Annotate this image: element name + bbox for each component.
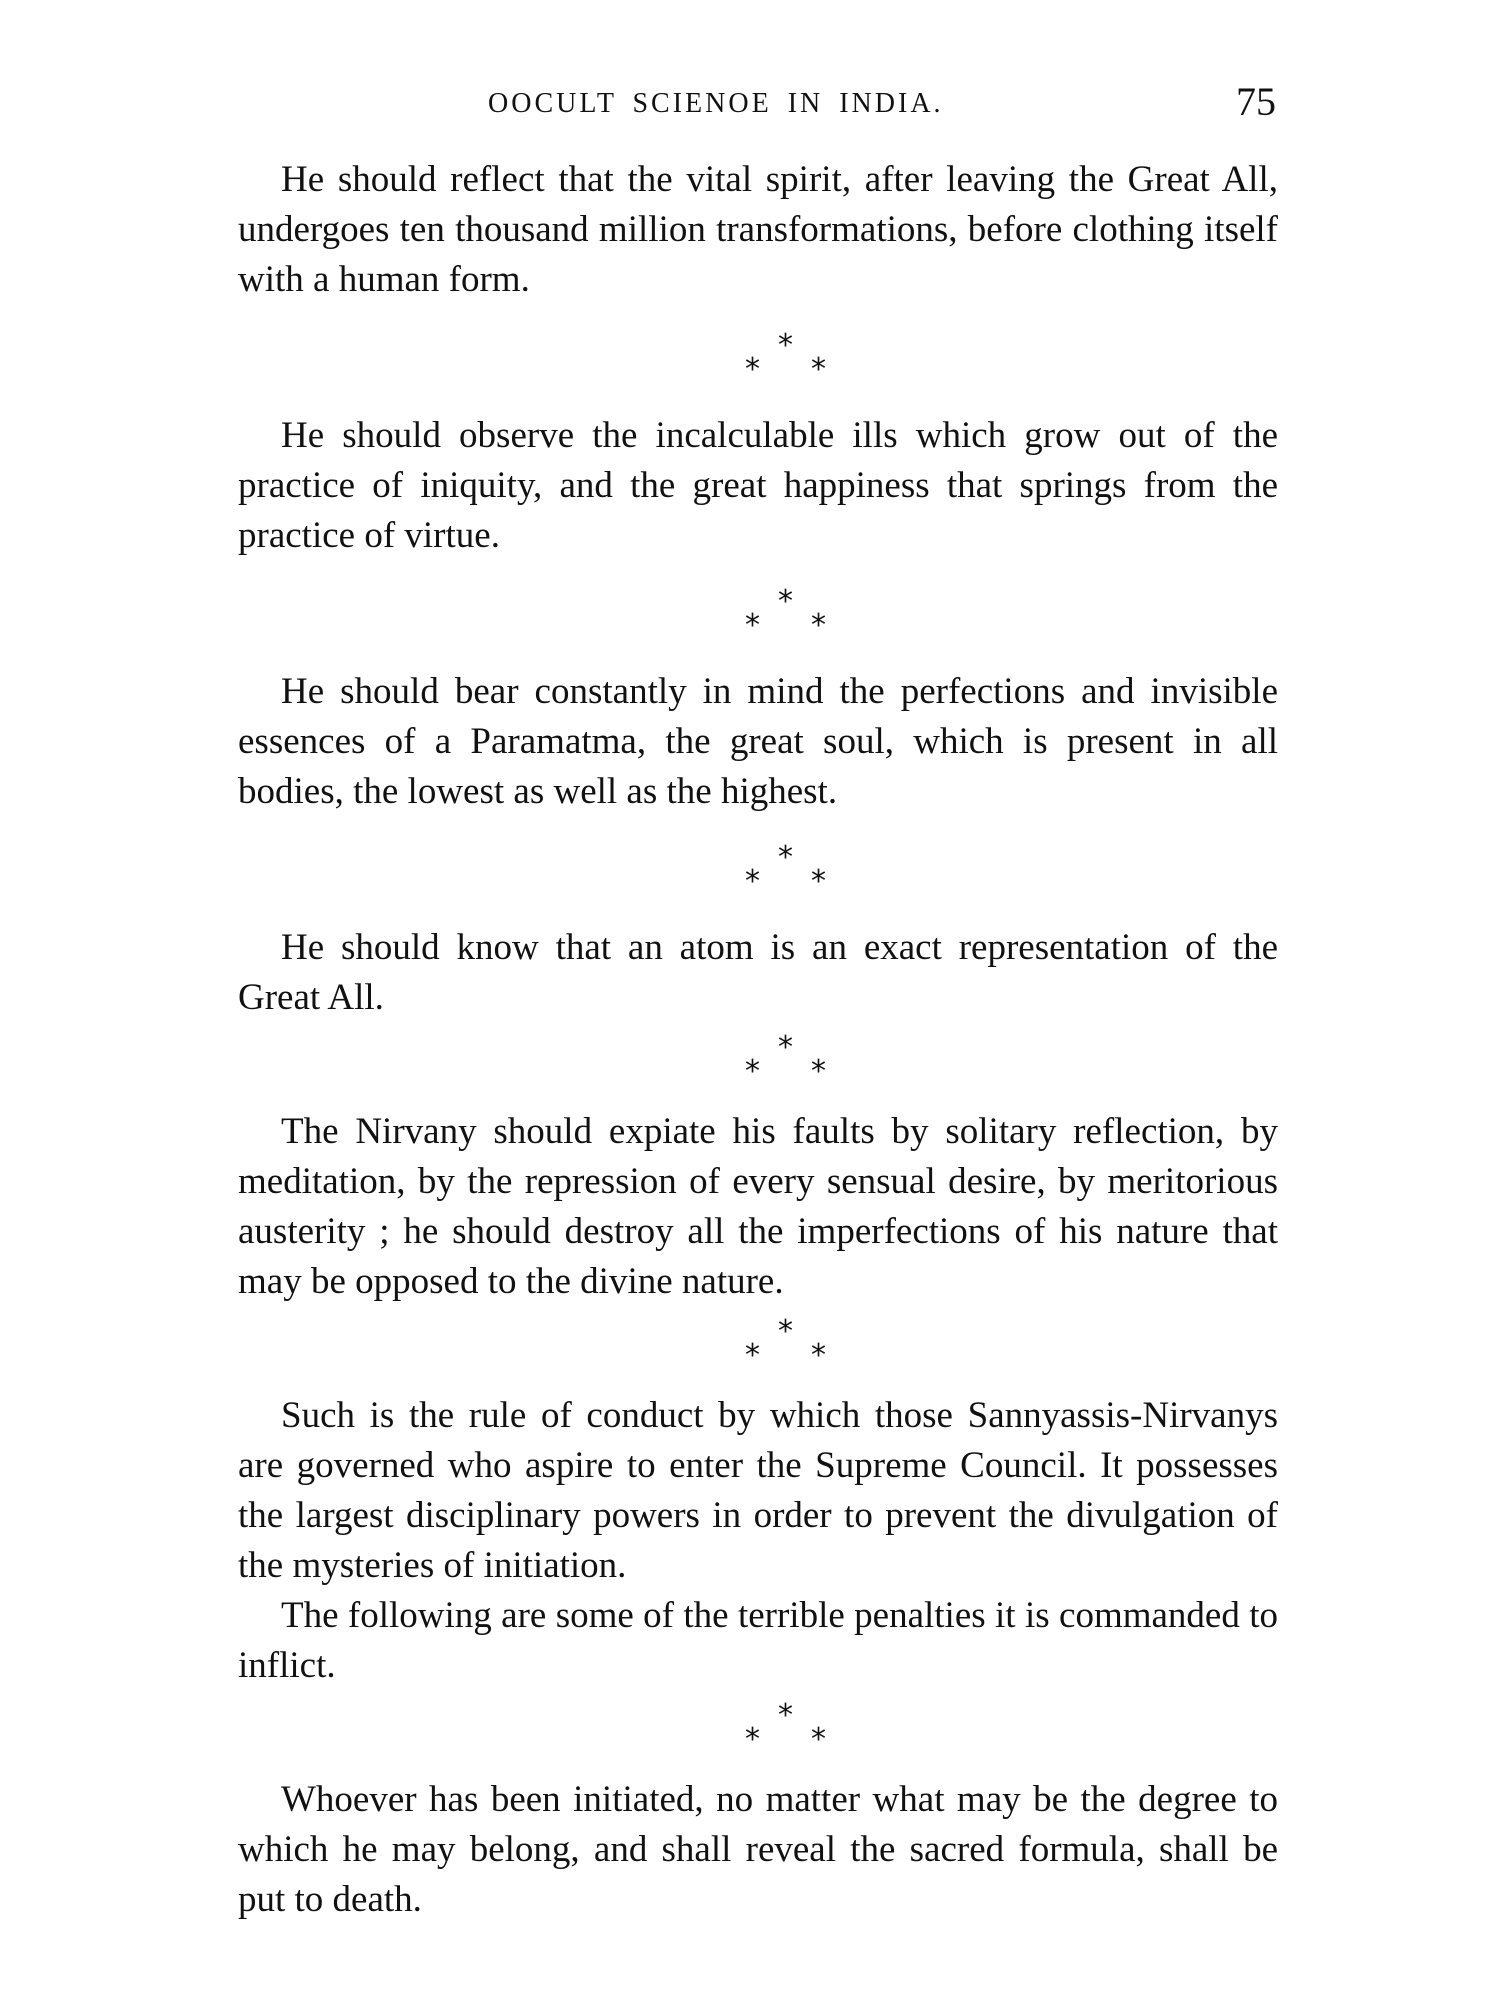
asterism-separator (745, 1030, 835, 1099)
asterism-separator (745, 328, 835, 397)
body-text (238, 155, 1278, 1925)
paragraph: The Nirvany should expiate his faults by solitary reflection, by meditation, by the repression of every sensual desire, by meritorious austerity ; he should destroy all the imperfections of his nature that may be opposed to the divine nature. (238, 1111, 1278, 1302)
running-head: OOCULT SCIENOE IN INDIA. (488, 88, 944, 119)
asterisk-icon: * (745, 1338, 760, 1373)
paragraph: The following are some of the terrible penalties it is commanded to inflict. (238, 1595, 1278, 1686)
asterisk-icon: * (778, 328, 793, 363)
asterisk-icon: * (811, 1054, 826, 1089)
asterism-separator (745, 1698, 835, 1767)
asterisk-icon: * (811, 864, 826, 899)
asterism-separator (745, 1314, 835, 1383)
paragraph: He should reflect that the vital spirit, after leaving the Great All, undergoes ten thousand million transformations, before clothing itself with a human form. (238, 159, 1278, 300)
asterisk-icon: * (811, 608, 826, 643)
paragraph: He should know that an atom is an exact representation of the Great All. (238, 927, 1278, 1018)
asterisk-icon: * (745, 608, 760, 643)
asterisk-icon: * (745, 1722, 760, 1757)
asterism-separator (745, 840, 835, 909)
asterisk-icon: * (745, 352, 760, 387)
asterisk-icon: * (811, 352, 826, 387)
asterisk-icon: * (778, 840, 793, 875)
paragraph: He should observe the incalculable ills which grow out of the practice of iniquity, and the great happiness that springs from the practice of virtue. (238, 415, 1278, 556)
asterisk-icon: * (745, 864, 760, 899)
paragraph: Whoever has been initiated, no matter what may be the degree to which he may belong, and shall reveal the sacred formula, shall be put to death. (238, 1779, 1278, 1920)
asterisk-icon: * (778, 1698, 793, 1733)
asterisk-icon: * (778, 1030, 793, 1065)
asterisk-icon: * (811, 1338, 826, 1373)
asterisk-icon: * (778, 584, 793, 619)
asterisk-icon: * (778, 1314, 793, 1349)
asterisk-icon: * (811, 1722, 826, 1757)
paragraph: He should bear constantly in mind the perfections and invisible essences of a Paramatma, the great soul, which is present in all bodies, the lowest as well as the highest. (238, 671, 1278, 812)
paragraph: Such is the rule of conduct by which those Sannyassis-Nirvanys are governed who aspire to enter the Supreme Council. It possesses the largest disciplinary powers in order to prevent the divulgation of the mysteries of initiation. (238, 1395, 1278, 1586)
asterism-separator (745, 584, 835, 653)
page-header (238, 78, 1278, 128)
asterisk-icon: * (745, 1054, 760, 1089)
page-number: 75 (1236, 79, 1276, 124)
